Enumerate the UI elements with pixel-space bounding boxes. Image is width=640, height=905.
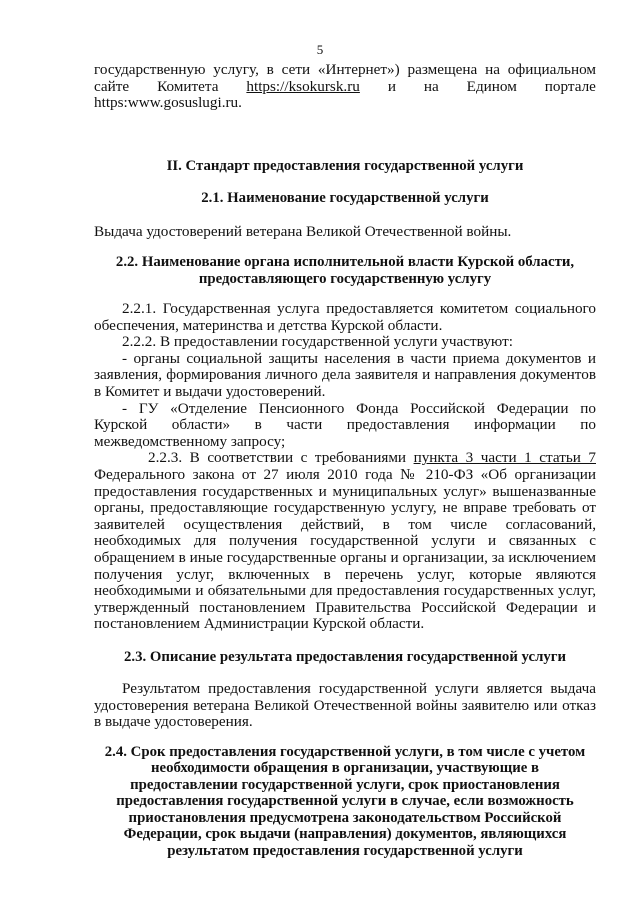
section-2-2-title-line-2: предоставляющего государственную услугу [198,270,492,287]
section-2-3-text: Результатом предоставления государственной услуги является выдача удостоверения ветерана Великой Отечественной войны заявителю или отказ в выдаче удостоверения. [94,680,596,731]
intro-word-on: на [423,77,439,95]
paragraph-2-2-3-start: 2.2.3. В соответствии с требованиями [148,449,414,467]
intro-word-site: сайте [94,77,130,95]
section-2-4-title-line: необходимости обращения в организации, участвующие в [151,760,539,777]
section-2-4-title-line: приостановления предусмотрена законодательством Российской [128,809,562,826]
section-2-4-title-line: предоставлении государственной услуги, срок приостановления [130,776,560,793]
paragraph-2-2-1: 2.2.1. Государственная услуга предоставляется комитетом социального обеспечения, материнства и детства Курской области. [94,300,596,334]
section-2-4-title-line: предоставления государственной услуги в случае, если возможность [116,793,574,810]
section-2-4-title [94,744,596,859]
section-2-4-title-line: 2.4. Срок предоставления государственной услуги, в том числе с учетом [104,744,586,761]
intro-line-1: государственную услугу, в сети «Интернет») размещена на официальном [94,61,596,78]
section-2-1-text: Выдача удостоверений ветерана Великой Отечественной войны. [94,222,512,240]
intro-word-single: Едином [466,77,517,95]
intro-word-and: и [387,77,396,95]
section-2-title: II. Стандарт предоставления государственной услуги [166,157,524,174]
section-2-4-title-line: Федерации, срок выдачи (направления) документов, являющихся [123,826,567,843]
intro-line-2 [94,79,596,96]
page-content [94,62,596,859]
intro-line-3: https:www.gosuslugi.ru. [94,94,242,112]
law-article-link[interactable]: пункта 3 части 1 статьи 7 [413,449,596,467]
section-2-2-title-line-1: 2.2. Наименование органа исполнительной власти Курской области, [115,254,575,271]
ksokursk-link[interactable]: https://ksokursk.ru [246,77,360,95]
section-2-1-title: 2.1. Наименование государственной услуги [201,190,489,207]
section-2-4-title-line: результатом предоставления государственной услуги [167,842,523,859]
paragraph-2-2-3 [94,450,596,633]
paragraph-2-2-3-rest: Федерального закона от 27 июля 2010 года № 210-ФЗ «Об организации предоставления государственных и муниципальных услуг» вышеназванные органы, предоставляющие государственную услугу, не вправе требовать от заявителей осуществления действий, в том числе согласований, необходимых для получения государственной услуги и связанных с обращением в иные государственные органы и организации, за исключением получения услуг, включенных в перечень услуг, которые являются необходимыми и обязательными для предоставления государственных услуг, утвержденный постановлением Правительства Российской Федерации и постановлением Администрации Курской области. [94,465,596,633]
intro-word-committee: Комитета [157,77,219,95]
page-number: 5 [316,42,324,57]
intro-word-portal: портале [544,77,596,95]
bullet-pension-fund: - ГУ «Отделение Пенсионного Фонда Российской Федерации по Курской области» в части предоставления информации по межведомственному запросу; [94,399,596,450]
bullet-social-protection: - органы социальной защиты населения в части приема документов и заявления, формирования личного дела заявителя и направления документов в Комитет и выдачи удостоверений. [94,349,596,400]
section-2-3-title: 2.3. Описание результата предоставления государственной услуги [123,648,567,665]
paragraph-2-2-2: 2.2.2. В предоставлении государственной услуги участвуют: [122,333,513,351]
